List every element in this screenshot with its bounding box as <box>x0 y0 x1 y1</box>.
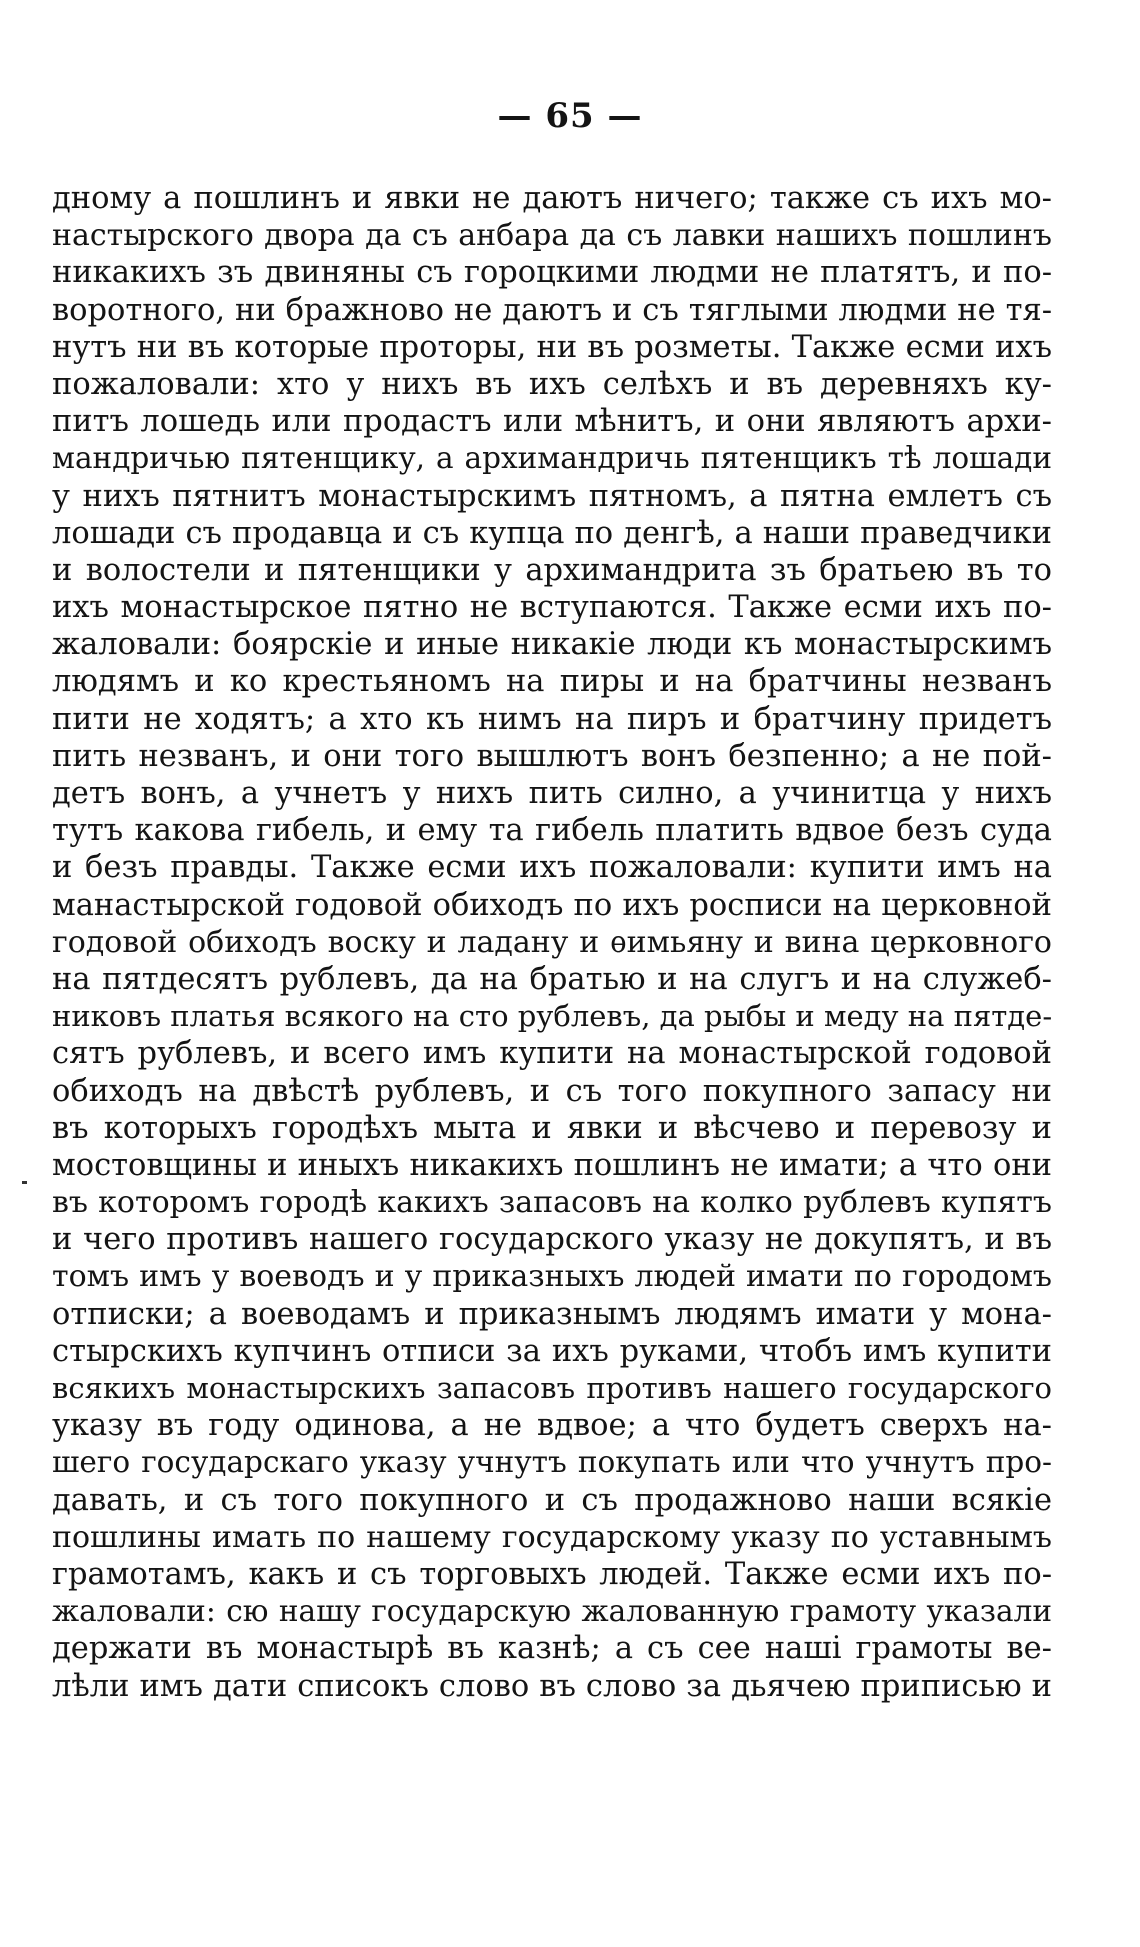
text-line: питъ лошедь или продастъ или мѣнитъ, и они являютъ архи- <box>52 404 1052 440</box>
text-line: детъ вонъ, а учнетъ у нихъ пить силно, а учинитца у нихъ <box>52 776 1052 811</box>
text-line: пити не ходятъ; а хто къ нимъ на пиръ и братчину придетъ <box>52 701 1052 737</box>
text-line: пить незванъ, и они того вышлютъ вонъ безпенно; а не пой- <box>52 738 1052 774</box>
text-line: лѣли имъ дати списокъ слово въ слово за дьячею приписью и <box>52 1668 1052 1704</box>
page-number: — 65 — <box>497 96 643 136</box>
text-line: шего государскаго указу учнутъ покупать или что учнутъ про- <box>52 1445 1052 1480</box>
text-line: въ которомъ городѣ какихъ запасовъ на колко рублевъ купятъ <box>52 1185 1052 1221</box>
text-line: манастырской годовой обиходъ по ихъ росписи на церковной <box>52 887 1052 923</box>
text-line: указу въ году одинова, а не вдвое; а что будетъ сверхъ на- <box>52 1408 1052 1444</box>
text-line: пожаловали: хто у нихъ въ ихъ селѣхъ и въ деревняхъ ку- <box>52 366 1052 402</box>
text-line: годовой обиходъ воску и ладану и ѳимьяну и вина церковного <box>52 924 1052 960</box>
text-line: и безъ правды. Также есми ихъ пожаловали: купити имъ на <box>52 850 1052 886</box>
text-line: и чего противъ нашего государского указу не докупятъ, и въ <box>52 1222 1052 1258</box>
text-line: тутъ какова гибель, и ему та гибель платить вдвое безъ суда <box>52 813 1052 849</box>
text-line: отписки; а воеводамъ и приказнымъ людямъ имати у мона- <box>52 1296 1052 1332</box>
text-line: жаловали: боярскіе и иные никакіе люди къ монастырскимъ <box>52 627 1052 663</box>
text-line: въ которыхъ городѣхъ мыта и явки и вѣсчево и перевозу и <box>52 1110 1052 1146</box>
text-line: людямъ и ко крестьяномъ на пиры и на братчины незванъ <box>52 664 1052 700</box>
text-line: на пятдесятъ рублевъ, да на братью и на слугъ и на служеб- <box>52 961 1052 997</box>
text-line: мостовщины и иныхъ никакихъ пошлинъ не имати; а что они <box>52 1147 1052 1183</box>
text-line: лошади съ продавца и съ купца по денгѣ, а наши праведчики <box>52 515 1052 551</box>
text-line: пошлины имать по нашему государскому указу по уставнымъ <box>52 1519 1052 1555</box>
margin-speck <box>22 1181 27 1184</box>
text-line: у нихъ пятнитъ монастырскимъ пятномъ, а пятна емлетъ съ <box>52 478 1052 514</box>
text-line: воротного, ни бражново не даютъ и съ тяглыми людми не тя- <box>52 292 1052 328</box>
text-line: никакихъ зъ двиняны съ гороцкими людми не платятъ, и по- <box>52 255 1052 291</box>
text-line: обиходъ на двѣстѣ рублевъ, и съ того покупного запасу ни <box>52 1073 1052 1109</box>
text-line: грамотамъ, какъ и съ торговыхъ людей. Также есми ихъ по- <box>52 1556 1052 1592</box>
body-text <box>52 180 1052 1705</box>
text-line: сятъ рублевъ, и всего имъ купити на монастырской годовой <box>52 1036 1052 1072</box>
text-line: настырского двора да съ анбара да съ лавки нашихъ пошлинъ <box>52 218 1052 254</box>
text-line: давать, и съ того покупного и съ продажново наши всякіе <box>52 1482 1052 1518</box>
text-line: томъ имъ у воеводъ и у приказныхъ людей имати по городомъ <box>52 1259 1052 1295</box>
text-line: мандричью пятенщику, а архимандричь пятенщикъ тѣ лошади <box>52 441 1052 476</box>
text-line: жаловали: сю нашу государскую жалованную грамоту указали <box>52 1594 1052 1629</box>
text-line: никовъ платья всякого на сто рублевъ, да рыбы и меду на пятде- <box>52 999 1052 1034</box>
text-line: нутъ ни въ которые проторы, ни въ розметы. Также есми ихъ <box>52 329 1052 365</box>
text-line: всякихъ монастырскихъ запасовъ противъ нашего государского <box>52 1371 1052 1405</box>
text-line: стырскихъ купчинъ отписи за ихъ руками, чтобъ имъ купити <box>52 1333 1052 1369</box>
text-line: и волостели и пятенщики у архимандрита зъ братьею въ то <box>52 552 1052 588</box>
text-line: ихъ монастырское пятно не вступаются. Также есми ихъ по- <box>52 590 1052 626</box>
text-line: держати въ монастырѣ въ казнѣ; а съ сее наші грамоты ве- <box>52 1631 1052 1667</box>
text-line: дному а пошлинъ и явки не даютъ ничего; также съ ихъ мо- <box>52 181 1052 216</box>
